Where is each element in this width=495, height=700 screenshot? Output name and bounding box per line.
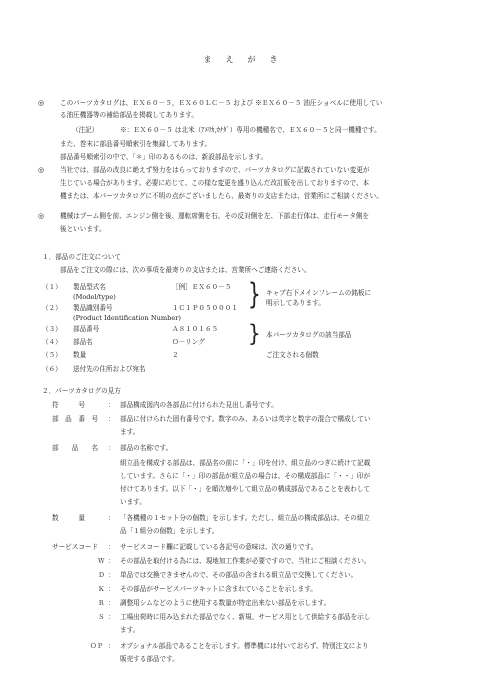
term-colon: ：	[108, 613, 115, 621]
term-desc: 部品の名称です。	[120, 444, 173, 452]
service-code-desc: 工場出荷時に用み込まれた部品でなく、新規、サービス用として供給する部品を示し	[120, 613, 371, 621]
order-item-no: （１）	[42, 283, 62, 291]
intro-p4-line3: 機または、本パーツカタログに不明の点がございましたら、最寄りの支店または、営業所にご相談ください。	[60, 192, 383, 200]
term-colon: ：	[108, 514, 115, 522]
term-desc: 「各機種の１セット分の個数」を示します。ただし、組立品の構成部品は、その組立	[120, 514, 371, 522]
order-item-label: 部品番号	[73, 325, 100, 333]
term-colon: ：	[108, 599, 115, 607]
intro-note-text: ※：ＥＸ６０－５ は北米（ｱﾒﾘｶ,ｶﾅﾀﾞ）専用の機種名で、ＥＸ６０－５と同一機種です。	[120, 126, 381, 134]
term-colon: ：	[108, 401, 115, 409]
intro-p3: 部品番号順索引の中で、「＊」印のあるものは、新設部品を示します。	[60, 153, 268, 161]
service-code-desc: 販売する部品です。	[120, 655, 179, 663]
section1-lead: 部品をご注文の際には、次の事項を最寄りの支店または、営業所へご連絡ください。	[60, 266, 311, 274]
service-code: Ｋ	[98, 585, 105, 593]
term-desc: ます。	[120, 428, 140, 436]
term-label: 数 量	[52, 514, 85, 522]
intro-p5-line2: 後といいます。	[60, 225, 106, 233]
order-item-value: ［例］ＥＸ６０－５	[172, 283, 232, 291]
service-code-desc: ます。	[120, 626, 140, 634]
order-item-label: 送付先の住所および宛名	[73, 365, 146, 373]
order-note-catalog-part: 本パーツカタログの該当部品	[266, 331, 352, 339]
term-label: サービスコード	[52, 543, 99, 551]
intro-p1-line1: このパーツカタログは、ＥＸ６０－５，ＥＸ６０ＬＣ－５ および ※ＥＸ６０－５ 油圧ショベルに使用してい	[60, 99, 383, 107]
bracket-icon: }	[248, 276, 261, 312]
term-colon: ：	[108, 543, 115, 551]
order-item-value: Ｏ－リング	[172, 338, 205, 346]
order-note-nameplate-line1: キャブ右下メインフレームの銘板に	[266, 289, 372, 297]
bullet-mark: ◎	[38, 212, 45, 220]
bullet-mark: ◎	[38, 166, 45, 174]
term-label: 部 品 名	[52, 444, 99, 452]
order-item-value: ２	[172, 351, 179, 359]
term-colon: ：	[108, 444, 115, 452]
service-code: Ｓ	[98, 613, 105, 621]
order-item-no: （４）	[42, 338, 62, 346]
intro-note-label: （注記）	[72, 126, 99, 134]
service-code-desc: 単品では交換できませんので、その部品の含まれる組立品で交換してください。	[120, 571, 358, 579]
term-desc: 品「１組分の個数」を示します。	[120, 527, 219, 535]
order-item-label: 部品名	[73, 338, 93, 346]
service-code-desc: その部品を取付ける為には、現地加工作業が必要ですので、当社にご相談ください。	[120, 557, 371, 565]
term-desc: サービスコード欄に記載している各記号の意味は、次の通りです。	[120, 543, 318, 551]
term-desc: います。	[120, 498, 146, 506]
intro-p4-line2: 生じている場合があります。必要に応じて、この様な変更を盛り込んだ改訂版を出しておりますので、本	[60, 179, 370, 187]
order-item-label: 数量	[73, 351, 87, 359]
term-desc: 付けてあります。以下「・」を順次増やして組立品の構成部品であることを表わして	[120, 485, 371, 493]
order-item-label: 製品識別番号	[73, 304, 113, 312]
order-item-no: （６）	[42, 365, 62, 373]
term-colon: ：	[108, 557, 115, 565]
intro-p5-line1: 機械はブーム側を前、エンジン側を後、運転席側を右、その反対側を左、下部走行体は、走行モータ側を	[60, 212, 370, 220]
order-item-no: （２）	[42, 304, 62, 312]
service-code-desc: オプショナル部品であることを示します。標準機には付いておらず、特別注文により	[120, 642, 369, 650]
order-item-value: １Ｃ１Ｐ０５０００１	[172, 304, 238, 312]
term-colon: ：	[108, 571, 115, 579]
order-item-sub: (Model/type)	[73, 293, 116, 301]
service-code: Ｗ	[98, 557, 105, 565]
order-item-no: （５）	[42, 351, 62, 359]
term-desc: しています。さらに「・」印の部品が組立品の場合は、その構成部品に「・・」印が	[120, 472, 371, 480]
page-title: まえがき	[203, 55, 292, 64]
intro-p1-line2: る油圧機器等の補給部品を掲載してあります。	[60, 111, 198, 119]
intro-p4-line1: 当社では、部品の改良に絶えず努力をはらっておりますので、パーツカタログに記載されていない変更が	[60, 166, 370, 174]
term-desc: 部品に付けられた固有番号です。数字のみ、あるいは英字と数字の混合で構成してい	[120, 415, 371, 423]
term-colon: ：	[108, 415, 115, 423]
service-code: Ｒ	[98, 599, 105, 607]
service-code: ＯＰ	[90, 642, 104, 650]
order-note-nameplate-line2: 明示してあります。	[266, 299, 325, 307]
term-desc: 部品構成図内の各部品に付けられた見出し番号です。	[120, 401, 278, 409]
section2-heading: ２．パーツカタログの見方	[42, 387, 121, 395]
term-colon: ：	[108, 585, 115, 593]
service-code-desc: その部品がサービスパーツキットに含まれていることを示します。	[120, 585, 317, 593]
section1-heading: １．部品のご注文について	[42, 253, 121, 261]
order-note-quantity: ご注文される個数	[266, 351, 319, 359]
term-label: 符 号	[52, 401, 85, 409]
service-code-desc: 調整用シムなどのように使用する数量が特定出来ない部品を示します。	[120, 599, 331, 607]
term-desc: 組立品を構成する部品は、部品名の前に「・」印を付け、組立品のつぎに続けて記載	[120, 459, 371, 467]
intro-p2: また、巻末に部品番号順索引を集録してあります。	[60, 140, 212, 148]
service-code: Ｄ	[98, 571, 105, 579]
order-item-value: Ａ８１０１６５	[172, 325, 219, 333]
bracket-icon: }	[248, 319, 261, 347]
term-label: 部 品 番 号	[52, 415, 99, 423]
order-item-label: 製品型式名	[73, 283, 106, 291]
bullet-mark: ◎	[38, 99, 45, 107]
term-colon: ：	[108, 642, 115, 650]
order-item-no: （３）	[42, 325, 62, 333]
order-item-sub: (Product Identification Number)	[73, 314, 181, 322]
